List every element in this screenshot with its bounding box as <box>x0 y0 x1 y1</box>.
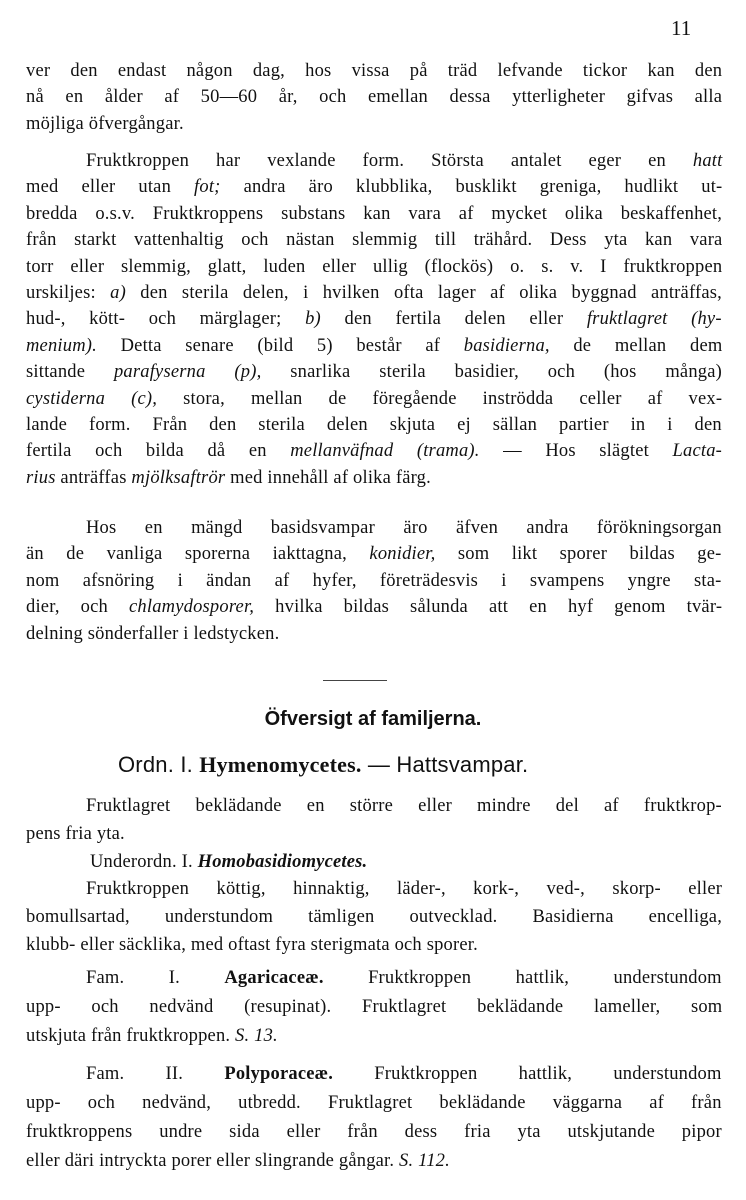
text-run: än de vanliga sporerna iakttagna, <box>26 544 370 565</box>
text-run: chlamydosporer, <box>129 597 255 618</box>
text-run: fot; <box>194 177 221 198</box>
text-run: fruktlagret (hy- <box>586 309 722 330</box>
paragraph-line <box>26 113 184 135</box>
text-run: den fertila delen eller <box>320 309 587 330</box>
family-line <box>26 1025 278 1047</box>
text-run: delning sönderfaller i ledstycken. <box>26 623 280 644</box>
text-run: — Hos slägtet <box>479 441 673 462</box>
paragraph-line <box>26 282 722 304</box>
text-run: Lacta- <box>672 441 723 462</box>
paragraph-line <box>26 308 722 330</box>
text-run: rius <box>26 467 56 488</box>
paragraph-line <box>26 467 431 489</box>
paragraph-line <box>26 335 722 357</box>
text-run: Homobasidiomycetes. <box>197 852 368 872</box>
family-line <box>26 996 722 1018</box>
text-run: menium). <box>26 335 97 356</box>
text-run: Fruktkroppen har vexlande form. Största antalet eger en <box>86 151 693 171</box>
paragraph-line <box>26 440 722 462</box>
text-run: Fruktkroppen köttig, hinnaktig, läder-, kork-, ved-, skorp- eller <box>86 879 723 899</box>
text-run: fertila och bilda då en <box>26 441 291 462</box>
family-line <box>26 1092 722 1114</box>
text-run: stora, mellan de föregående inströdda celler af vex- <box>157 388 723 409</box>
section-divider <box>323 680 387 681</box>
text-run: urskiljes: <box>26 283 111 303</box>
text-run: cystiderna (c), <box>26 388 158 409</box>
text-run: med eller utan <box>26 177 195 198</box>
text-run: — Hattsvampar. <box>361 752 529 777</box>
text-run: mjölksaftrör <box>131 467 226 488</box>
text-run: Underordn. I. <box>90 852 198 872</box>
text-run: Fruktkroppen hattlik, understundom <box>323 968 722 988</box>
text-run: b) <box>305 309 321 330</box>
text-run: S. 13. <box>235 1026 278 1046</box>
order-heading <box>118 752 528 778</box>
suborder-description-line <box>86 878 722 900</box>
paragraph-line <box>26 229 722 251</box>
text-run: med innehåll af olika färg. <box>225 467 431 488</box>
paragraph-line <box>26 176 722 198</box>
paragraph-line <box>86 150 722 172</box>
order-description-line <box>26 823 125 845</box>
text-run: parafyserna (p), <box>113 362 262 383</box>
paragraph-line <box>26 570 722 592</box>
paragraph-line <box>86 517 722 539</box>
paragraph-line <box>26 60 722 82</box>
text-run: mellanväfnad (trama). <box>290 441 480 462</box>
text-run: konidier, <box>369 544 436 565</box>
paragraph-line <box>26 414 722 436</box>
text-run: klubb- eller säcklika, med oftast fyra sterigmata och sporer. <box>26 935 478 955</box>
text-run: från starkt vattenhaltig och nästan slemmig till trähård. Dess yta kan vara <box>26 230 723 251</box>
text-run: Hymenomycetes. <box>199 752 362 777</box>
paragraph-line <box>26 86 722 108</box>
text-run: Agaricaceæ. <box>224 968 324 988</box>
text-run: hud-, kött- och märglager; <box>26 309 306 330</box>
text-run: hvilka bildas sålunda att en hyf genom tvär- <box>254 597 723 618</box>
text-run: eller däri intryckta porer eller slingrande gångar. <box>26 1151 400 1171</box>
text-run: fruktkroppens undre sida eller från dess fria yta utskjutande pipor <box>26 1122 722 1142</box>
text-run: Fruktlagret beklädande en större eller mindre del af fruktkrop- <box>86 796 722 816</box>
family-line <box>86 1063 722 1085</box>
text-run: de mellan dem <box>549 335 723 356</box>
order-description-line <box>86 795 722 817</box>
paragraph-line <box>26 256 722 278</box>
text-run: nom afsnöring i ändan af hyfer, företrädesvis i svampens yngre sta- <box>26 570 722 591</box>
family-line <box>86 967 722 989</box>
paragraph-line <box>26 361 722 383</box>
text-run: lande form. Från den sterila delen skjuta ej sällan partier in i den <box>26 415 722 435</box>
text-run: dier, och <box>26 597 130 618</box>
paragraph-line <box>26 543 722 565</box>
page-number: 11 <box>671 16 692 40</box>
family-line <box>26 1121 722 1143</box>
text-run: S. 112. <box>399 1151 450 1171</box>
text-run: Fam. II. <box>86 1064 225 1084</box>
suborder-heading <box>90 851 367 873</box>
text-run: som likt sporer bildas ge- <box>435 544 722 565</box>
text-run: den sterila delen, i hvilken ofta lager af olika byggnad anträffas, <box>125 283 722 303</box>
section-heading: Öfversigt af familjerna. <box>264 708 482 730</box>
text-run: hatt <box>692 151 723 171</box>
text-run: bomullsartad, understundom tämligen outvecklad. Basidierna encelliga, <box>26 907 723 927</box>
text-run: a) <box>110 283 126 303</box>
text-run: nå en ålder af 50—60 år, och emellan dessa ytterligheter gifvas alla <box>26 87 723 108</box>
text-run: andra äro klubblika, busklikt greniga, hudlikt ut- <box>220 177 723 198</box>
text-run: Polyporaceæ. <box>224 1064 334 1084</box>
text-run: upp- och nedvänd, utbredd. Fruktlagret beklädande väggarna af från <box>26 1093 722 1113</box>
text-run: Hos en mängd basidsvampar äro äfven andra förökningsorgan <box>86 518 722 538</box>
paragraph-line <box>26 203 722 225</box>
text-run: Fruktkroppen hattlik, understundom <box>333 1064 722 1084</box>
text-run: utskjuta från fruktkroppen. <box>26 1026 236 1046</box>
text-run: ver den endast någon dag, hos vissa på träd lefvande tickor kan den <box>26 61 723 81</box>
text-run: sittande <box>26 362 114 383</box>
family-line <box>26 1150 450 1172</box>
text-run: pens fria yta. <box>26 824 125 844</box>
text-run: Fam. I. <box>86 968 225 988</box>
text-run: Ordn. I. <box>118 752 200 777</box>
text-run: snarlika sterila basidier, och (hos många) <box>261 362 723 383</box>
paragraph-line <box>26 388 722 410</box>
text-run: anträffas <box>55 467 132 488</box>
text-run: möjliga öfvergångar. <box>26 113 184 134</box>
text-run: upp- och nedvänd (resupinat). Fruktlagret beklädande lameller, som <box>26 997 723 1017</box>
paragraph-line <box>26 623 279 645</box>
text-run: basidierna, <box>463 335 550 356</box>
suborder-description-line <box>26 906 722 928</box>
paragraph-line <box>26 596 722 618</box>
text-run: torr eller slemmig, glatt, luden eller ullig (flockös) o. s. v. I fruktkroppen <box>26 256 723 277</box>
suborder-description-line <box>26 934 478 956</box>
text-run: Detta senare (bild 5) består af <box>96 335 464 356</box>
text-run: bredda o.s.v. Fruktkroppens substans kan vara af mycket olika beskaffenhet, <box>26 203 723 224</box>
